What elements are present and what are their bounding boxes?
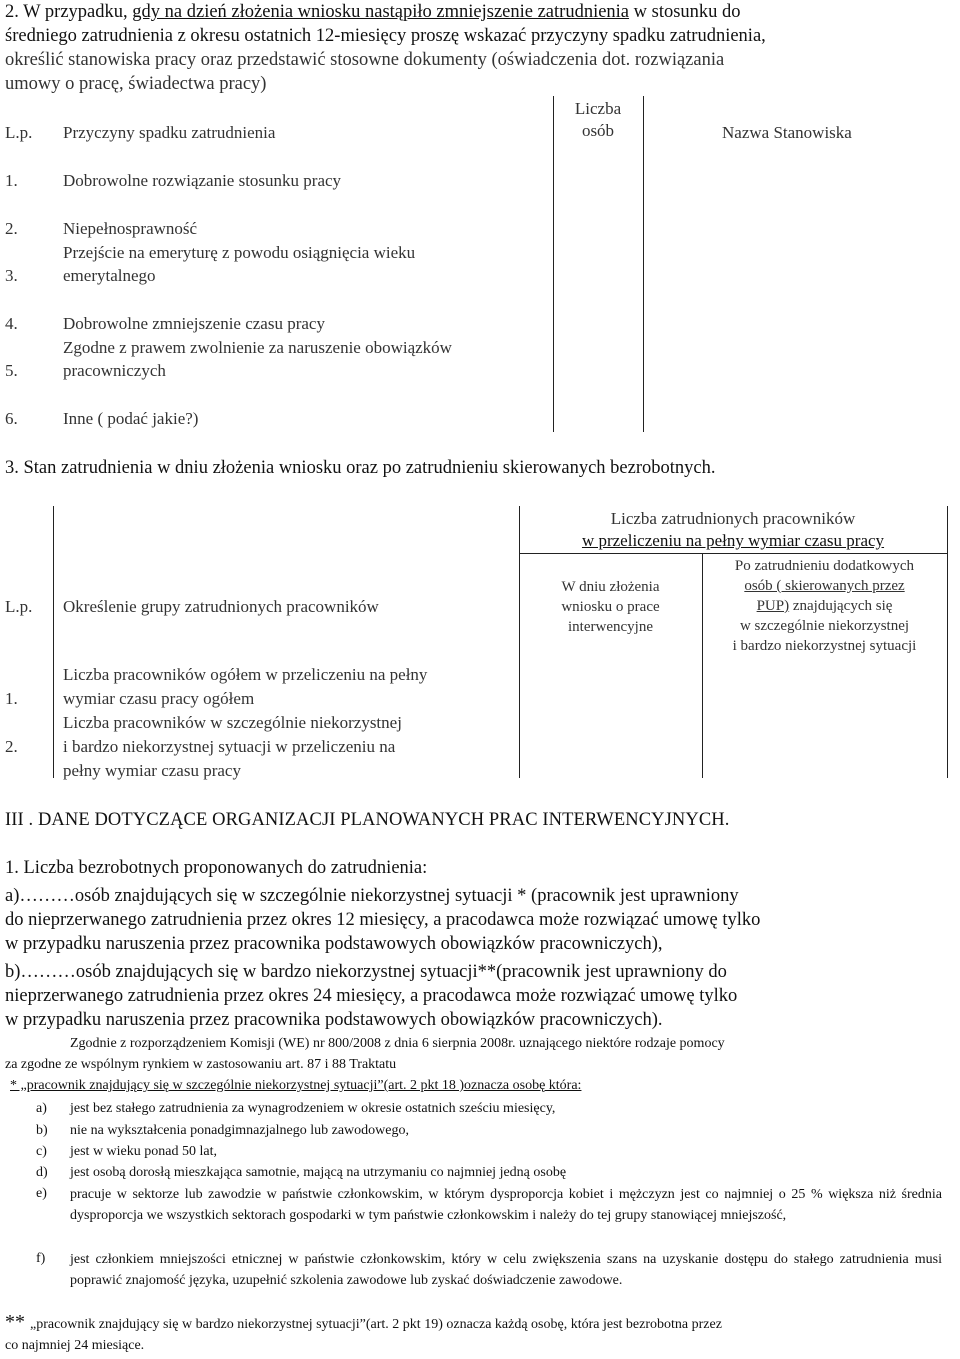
list-item: jest w wieku ponad 50 lat, — [70, 1144, 217, 1159]
table-row: Liczba pracowników ogółem w przeliczeniu na pełny — [63, 665, 428, 684]
table-row: 6. — [5, 409, 18, 428]
table1-header-count: Liczba osób — [574, 99, 622, 140]
intro-line-2: średniego zatrudnienia z okresu ostatnich 12-miesięcy proszę wskazać przyczyny spadku zatrudnienia, — [5, 26, 766, 46]
table-row: 2. — [5, 737, 18, 756]
table-row: Dobrowolne rozwiązanie stosunku pracy — [63, 171, 342, 190]
list-item-letter: a) — [36, 1101, 47, 1116]
table2-header-col-a: W dniu złożenia wniosku o prace interwencyjne — [561, 579, 660, 635]
point-a-line-1: a)………osób znajdujących się w szczególnie niekorzystnej sytuacji * (pracownik jest uprawniony — [5, 886, 739, 906]
table-row: i bardzo niekorzystnej sytuacji w przeliczeniu na — [63, 737, 396, 756]
table-row: Dobrowolne zmniejszenie czasu pracy — [63, 314, 325, 333]
table1-header-position: Nazwa Stanowiska — [722, 123, 852, 142]
definition-2-line-1: „pracownik znajdujący się w bardzo niekorzystnej sytuacji”(art. 2 pkt 19) oznacza każdą osobę, która jest bezrobotna przez — [30, 1317, 722, 1332]
table-row: emerytalnego — [63, 266, 156, 285]
intro-line-4: umowy o pracę, świadectwa pracy) — [5, 74, 267, 94]
table-row: Niepełnosprawność — [63, 219, 198, 238]
point-b-line-3: w przypadku naruszenia przez pracownika podstawowych obowiązków pracowniczych). — [5, 1010, 663, 1030]
table2-header-lp: L.p. — [5, 597, 33, 616]
point-b-line-1: b)………osób znajdujących się w bardzo niekorzystnej sytuacji**(pracownik jest uprawniony do — [5, 962, 727, 982]
list-item-letter: d) — [36, 1165, 48, 1180]
table-row: 5. — [5, 361, 18, 380]
intro-line-3: określić stanowiska pracy oraz przedstawić stosowne dokumenty (oświadczenia dot. rozwiązania — [5, 50, 725, 70]
list-item: jest członkiem mniejszości etnicznej w państwie członkowskim, który w celu zwiększenia szans na uzyskanie dostępu do stałego zatrudnienia musi poprawić znajomość języka, uzupełnić szkolenia zawodowe lub zyskać doświadczenie zawodowe. — [70, 1252, 942, 1288]
list-item-letter: c) — [36, 1144, 47, 1159]
table-row: 1. — [5, 689, 18, 708]
section3-title: 3. Stan zatrudnienia w dniu złożenia wniosku oraz po zatrudnieniu skierowanych bezrobotnych. — [5, 458, 716, 478]
list-item: pracuje w sektorze lub zawodzie w państwie członkowskim, w którym dysproporcja kobiet i mężczyzn jest co najmniej o 25 % większa niż średnia dysproporcja we wszystkich sektorach gospodarki w tym państwie członkowskim i należy do tej grupy stanowiącej mniejszość, — [70, 1187, 942, 1223]
list-item: jest osobą dorosłą mieszkająca samotnie, mającą na utrzymaniu co najmniej jedną osobę — [70, 1165, 567, 1180]
table-row: pełny wymiar czasu pracy — [63, 761, 241, 780]
regulation-line-1: Zgodnie z rozporządzeniem Komisji (WE) nr 800/2008 z dnia 6 sierpnia 2008r. uznającego niektóre rodzaje pomocy — [70, 1036, 725, 1051]
table-row: 1. — [5, 171, 18, 190]
list-item: jest bez stałego zatrudnienia za wynagrodzeniem w okresie ostatnich sześciu miesięcy, — [70, 1101, 556, 1116]
table-row: 4. — [5, 314, 18, 333]
regulation-line-2: za zgodne ze wspólnym rynkiem w zastosowaniu art. 87 i 88 Traktatu — [5, 1057, 397, 1072]
table1-header-cause: Przyczyny spadku zatrudnienia — [63, 123, 276, 142]
table-row: 2. — [5, 219, 18, 238]
definition-2-star: ** — [5, 1311, 25, 1333]
point-b-line-2: nieprzerwanego zatrudnienia przez okres 24 miesięcy, a pracodawca może rozwiązać umowę tylko — [5, 986, 738, 1006]
table-row: 3. — [5, 266, 18, 285]
table-row: Inne ( podać jakie?) — [63, 409, 199, 428]
table1-header-lp: L.p. — [5, 123, 33, 142]
table-row: Liczba pracowników w szczególnie niekorzystnej — [63, 713, 402, 732]
list-item-letter: b) — [36, 1123, 48, 1138]
table-row: Zgodne z prawem zwolnienie za naruszenie obowiązków — [63, 338, 452, 357]
point-a-line-2: do nieprzerwanego zatrudnienia przez okres 12 miesięcy, a pracodawca może rozwiązać umowę tylko — [5, 910, 761, 930]
table-row: pracowniczych — [63, 361, 166, 380]
point-a-line-3: w przypadku naruszenia przez pracownika podstawowych obowiązków pracowniczych), — [5, 934, 663, 954]
definition-heading-1: * „pracownik znajdujący się w szczególnie niekorzystnej sytuacji”(art. 2 pkt 18 )oznacza osobę która: — [10, 1078, 582, 1093]
table2-header-col-b: Po zatrudnieniu dodatkowych osób ( skierowanych przez PUP) znajdujących się w szczególnie niekorzystnej i bardzo niekorzystnej sytuacji — [732, 558, 917, 654]
section-iii-title: III . DANE DOTYCZĄCE ORGANIZACJI PLANOWANYCH PRAC INTERWENCYJNYCH. — [5, 810, 730, 830]
intro-line-1: 2. W przypadku, gdy na dzień złożenia wniosku nastąpiło zmniejszenie zatrudnienia w stosunku do — [5, 2, 741, 22]
table-row: wymiar czasu pracy ogółem — [63, 689, 255, 708]
list-item: nie na wykształcenia ponadgimnazjalnego lub zawodowego, — [70, 1123, 409, 1138]
list-item-letter: e) — [36, 1186, 47, 1201]
list-item-letter: f) — [36, 1251, 46, 1266]
table-row: Przejście na emeryturę z powodu osiągnięcia wieku — [63, 243, 416, 262]
section-iii-point-1: 1. Liczba bezrobotnych proponowanych do zatrudnienia: — [5, 858, 428, 878]
table2-header-group: Określenie grupy zatrudnionych pracowników — [63, 597, 379, 616]
definition-2-line-2: co najmniej 24 miesiące. — [5, 1338, 145, 1353]
table2-header-top: Liczba zatrudnionych pracowników w przeliczeniu na pełny wymiar czasu pracy — [581, 509, 885, 550]
